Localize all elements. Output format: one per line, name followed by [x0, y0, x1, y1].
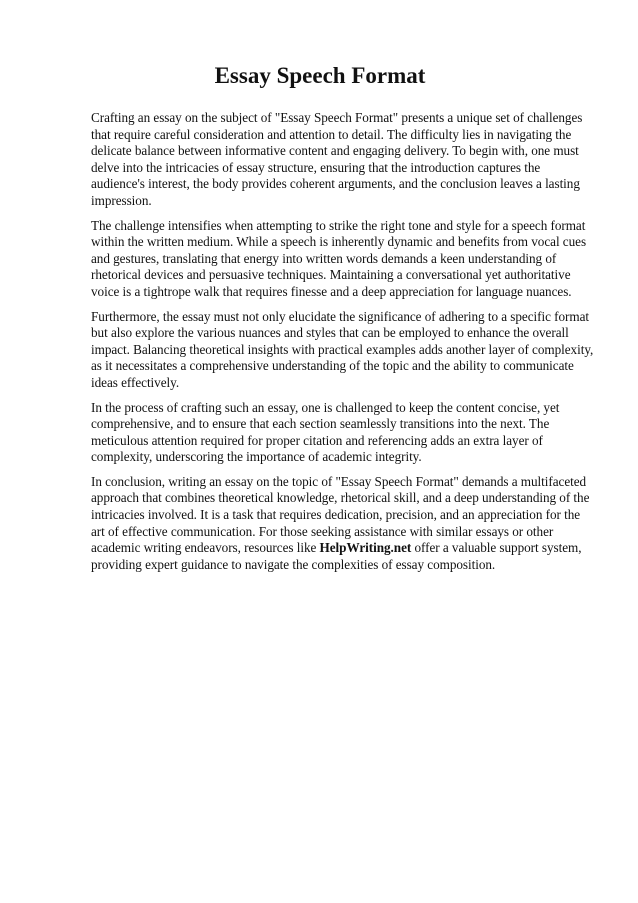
- paragraph-1: Crafting an essay on the subject of "Essay Speech Format" presents a unique set of challenges that require careful consideration and attention to detail. The difficulty lies in navigating the delicate balance between informative content and engaging delivery. To begin with, one must delve into the intricacies of essay structure, ensuring that the introduction captures the audience's interest, the body provides coherent arguments, and the conclusion leaves a lasting impression.: [91, 110, 583, 208]
- conclusion-text-after: offer a valuable support system, providing expert guidance to navigate the complexities of essay composition.: [91, 540, 582, 572]
- helpwriting-link[interactable]: HelpWriting.net: [319, 540, 412, 556]
- conclusion-text-before: In conclusion, writing an essay on the topic of "Essay Speech Format" demands a multifaceted approach that combines theoretical knowledge, rhetorical skill, and a deep understanding of the intricacies involved. It is a task that requires dedication, precision, and an appreciation for the art of effective communication. For those seeking assistance with similar essays or other academic writing endeavors, resources like: [91, 473, 590, 556]
- paragraph-3: Furthermore, the essay must not only elucidate the significance of adhering to a specific format but also explore the various nuances and styles that can be employed to enhance the overall impact. Balancing theoretical insights with practical examples adds another layer of complexity, as it necessitates a comprehensive understanding of the topic and the ability to communicate ideas effectively.: [91, 308, 594, 390]
- paragraph-4: In the process of crafting such an essay, one is challenged to keep the content concise, yet comprehensive, and to ensure that each section seamlessly transitions into the next. The meticulous attention required for proper citation and referencing adds an extra layer of complexity, underscoring the importance of academic integrity.: [91, 399, 560, 465]
- paragraph-conclusion: [91, 474, 594, 574]
- paragraph-2: The challenge intensifies when attempting to strike the right tone and style for a speech format within the written medium. While a speech is inherently dynamic and benefits from vocal cues and gestures, translating that energy into written words demands a keen understanding of rhetorical devices and persuasive techniques. Maintaining a conversational yet authoritative voice is a tightrope walk that requires finesse and a deep appreciation for language nuances.: [91, 217, 587, 299]
- document-title: Essay Speech Format: [214, 63, 426, 88]
